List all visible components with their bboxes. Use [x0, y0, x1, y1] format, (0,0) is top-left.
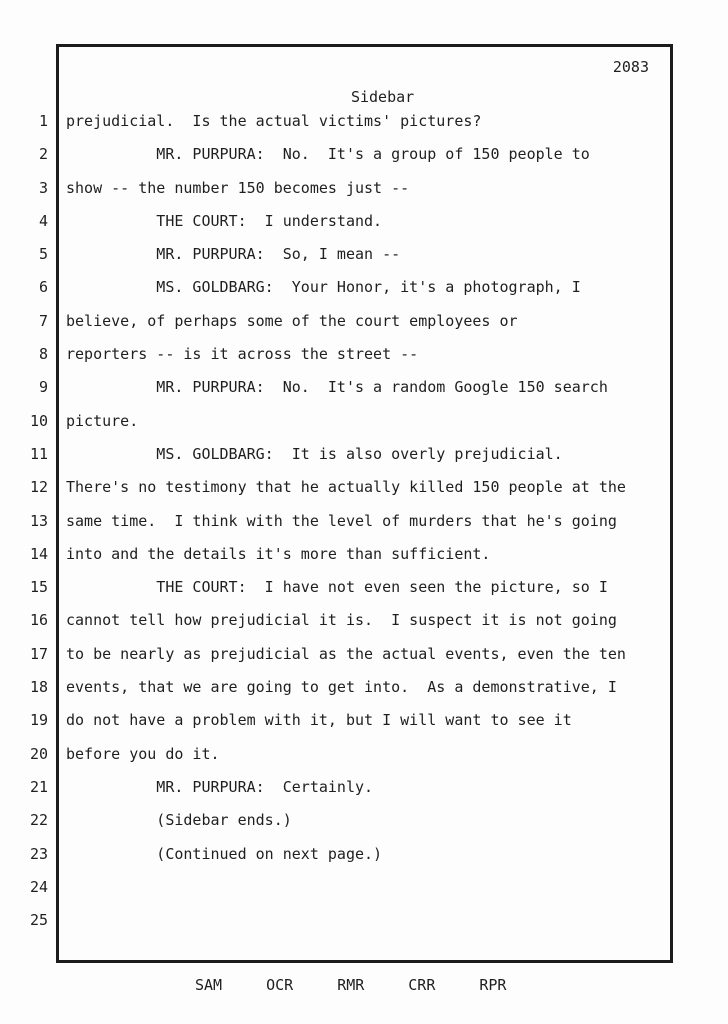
line-text: show -- the number 150 becomes just --: [66, 178, 410, 197]
line-number: 14: [29, 544, 48, 563]
line-number: 21: [29, 777, 48, 796]
line-number: 20: [29, 744, 48, 763]
certification-label-ocr: OCR: [266, 976, 294, 994]
transcript-line: [0, 138, 728, 171]
transcript-line: [0, 238, 728, 271]
line-number: 15: [29, 578, 48, 597]
transcript-line: [0, 771, 728, 804]
transcript-line: [0, 638, 728, 671]
line-text: THE COURT: I understand.: [66, 211, 383, 230]
page-title: Sidebar: [350, 88, 415, 106]
transcript-line: [0, 371, 728, 404]
line-number: 13: [29, 511, 48, 530]
line-text: same time. I think with the level of murders that he's going: [66, 511, 617, 530]
line-number: 16: [29, 611, 48, 630]
line-text: MR. PURPURA: Certainly.: [66, 777, 374, 796]
line-number: 2: [38, 145, 48, 164]
line-text: (Sidebar ends.): [66, 811, 292, 830]
transcript-line: [0, 205, 728, 238]
line-text: cannot tell how prejudicial it is. I suspect it is not going: [66, 611, 617, 630]
line-text: MS. GOLDBARG: It is also overly prejudicial.: [66, 444, 563, 463]
transcript-line: [0, 804, 728, 837]
line-number: 1: [38, 112, 48, 130]
line-number: 18: [29, 678, 48, 697]
line-number: 9: [38, 378, 48, 397]
line-text: prejudicial. Is the actual victims' pictures?: [66, 112, 482, 130]
transcript-line: [0, 604, 728, 637]
line-number: 11: [29, 444, 48, 463]
line-number: 8: [38, 345, 48, 364]
line-text: MR. PURPURA: No. It's a group of 150 people to: [66, 145, 590, 164]
transcript-line: [0, 871, 728, 904]
line-text: reporters -- is it across the street --: [66, 345, 419, 364]
transcript-line: [0, 738, 728, 771]
line-text: picture.: [66, 411, 139, 430]
line-number: 10: [29, 411, 48, 430]
line-text: (Continued on next page.): [66, 844, 383, 863]
line-text: to be nearly as prejudicial as the actual events, even the ten: [66, 644, 626, 663]
line-number: 24: [29, 877, 48, 896]
line-text: There's no testimony that he actually killed 150 people at the: [66, 478, 626, 497]
line-text: do not have a problem with it, but I will want to see it: [66, 711, 572, 730]
transcript-line: [0, 438, 728, 471]
transcript-line: [0, 838, 728, 871]
line-number: 4: [38, 211, 48, 230]
transcript-line: [0, 271, 728, 304]
transcript-line: [0, 505, 728, 538]
line-number: 3: [38, 178, 48, 197]
transcript-lines: [0, 105, 728, 937]
line-number: 19: [29, 711, 48, 730]
page-number: 2083: [612, 58, 649, 76]
transcript-line: [0, 571, 728, 604]
line-number: 23: [29, 844, 48, 863]
certification-footer: [195, 974, 506, 996]
transcript-line: [0, 105, 728, 138]
line-number: 5: [38, 245, 48, 264]
certification-label-sam: SAM: [195, 976, 223, 994]
transcript-line: [0, 305, 728, 338]
transcript-line: [0, 538, 728, 571]
transcript-line: [0, 704, 728, 737]
transcript-header: [56, 52, 673, 106]
line-text: THE COURT: I have not even seen the picture, so I: [66, 578, 608, 597]
line-text: into and the details it's more than sufficient.: [66, 544, 491, 563]
line-text: believe, of perhaps some of the court employees or: [66, 311, 518, 330]
transcript-line: [0, 172, 728, 205]
line-text: events, that we are going to get into. As a demonstrative, I: [66, 678, 617, 697]
transcript-line: [0, 338, 728, 371]
certification-label-rmr: RMR: [337, 976, 365, 994]
transcript-line: [0, 904, 728, 937]
certification-label-crr: CRR: [408, 976, 436, 994]
line-text: MS. GOLDBARG: Your Honor, it's a photograph, I: [66, 278, 581, 297]
line-text: MR. PURPURA: So, I mean --: [66, 245, 401, 264]
line-text: before you do it.: [66, 744, 220, 763]
line-number: 25: [29, 911, 48, 930]
line-number: 22: [29, 811, 48, 830]
transcript-line: [0, 471, 728, 504]
transcript-line: [0, 405, 728, 438]
certification-label-rpr: RPR: [479, 976, 507, 994]
line-number: 12: [29, 478, 48, 497]
line-number: 17: [29, 644, 48, 663]
line-number: 6: [38, 278, 48, 297]
line-number: 7: [38, 311, 48, 330]
line-text: MR. PURPURA: No. It's a random Google 150 search: [66, 378, 608, 397]
transcript-line: [0, 671, 728, 704]
